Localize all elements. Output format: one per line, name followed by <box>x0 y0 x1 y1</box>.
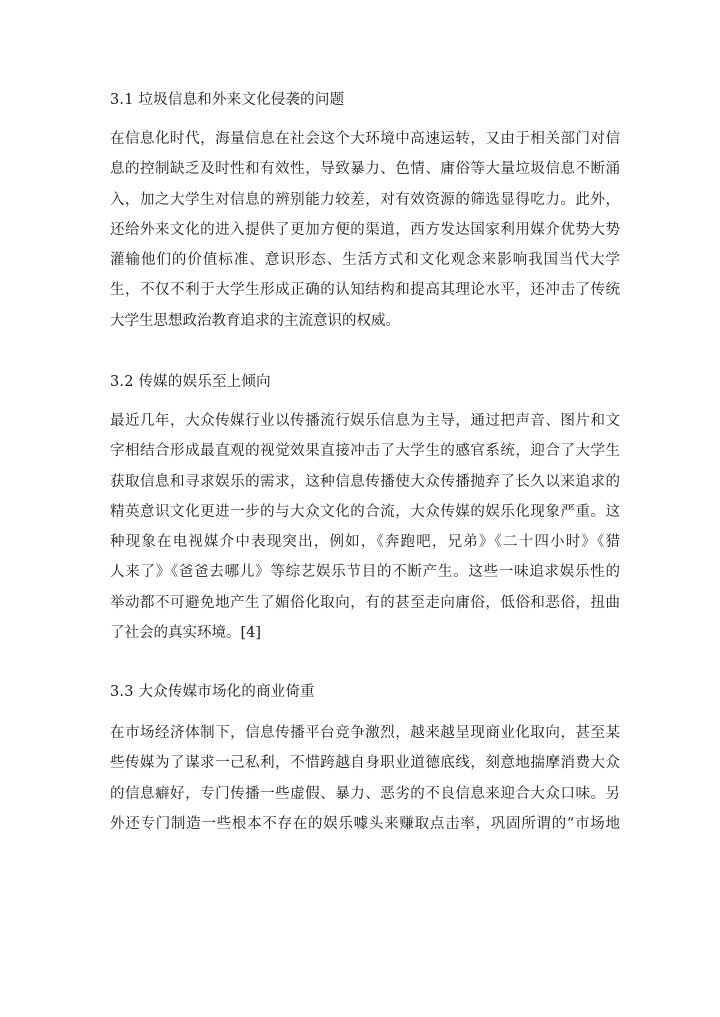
paragraph-line: 的信息癖好，专门传播一些虚假、暴力、恶劣的不良信息来迎合大众口味。另 <box>110 785 620 802</box>
section-heading-text: 3.2 传媒的娱乐至上倾向 <box>110 374 271 390</box>
section-heading-3-1 <box>110 90 620 110</box>
paragraph-line: 获取信息和寻求娱乐的需求，这种信息传播使大众传播抛弃了长久以来追求的 <box>110 473 620 490</box>
paragraph-line: 在市场经济体制下，信息传播平台竞争激烈，越来越呈现商业化取向，甚至某 <box>110 725 620 741</box>
paragraph-line: 外还专门制造一些根本不存在的娱乐噱头来赚取点击率，巩固所谓的“市场地 <box>110 815 620 832</box>
paragraph-line: 字相结合形成最直观的视觉效果直接冲击了大学生的感官系统，迎合了大学生 <box>110 443 620 460</box>
paragraph-line: 大学生思想政治教育追求的主流意识的权威。 <box>110 312 400 329</box>
section-heading-text: 3.1 垃圾信息和外来文化侵袭的问题 <box>110 92 345 108</box>
section-paragraph-3-2 <box>110 406 620 648</box>
section-heading-3-2 <box>110 372 620 392</box>
paragraph-line: 入，加之大学生对信息的辨别能力较差，对有效资源的筛选显得吃力。此外， <box>110 191 620 208</box>
paragraph-line: 种现象在电视媒介中表现突出，例如，《奔跑吧，兄弟》《二十四小时》《猎 <box>110 534 620 551</box>
paragraph-line: 还给外来文化的进入提供了更加方便的渠道，西方发达国家利用媒介优势大势 <box>110 221 620 238</box>
section-paragraph-3-3 <box>110 718 620 839</box>
paragraph-line: 了社会的真实环境。[4] <box>110 625 262 642</box>
paragraph-line: 人来了》《爸爸去哪儿》等综艺娱乐节目的不断产生。这些一味追求娱乐性的 <box>110 564 620 581</box>
paragraph-line: 最近几年，大众传媒行业以传播流行娱乐信息为主导，通过把声音、图片和文 <box>110 413 620 429</box>
paragraph-line: 举动都不可避免地产生了媚俗化取向，有的甚至走向庸俗，低俗和恶俗，扭曲 <box>110 594 620 611</box>
paragraph-line: 精英意识文化更进一步的与大众文化的合流，大众传媒的娱乐化现象严重。这 <box>110 503 620 520</box>
paragraph-line: 在信息化时代，海量信息在社会这个大环境中高速运转，又由于相关部门对信 <box>110 131 620 147</box>
section-heading-3-3 <box>110 682 620 702</box>
paragraph-line: 生，不仅不利于大学生形成正确的认知结构和提高其理论水平，还冲击了传统 <box>110 282 620 299</box>
paragraph-line: 些传媒为了谋求一己私利，不惜跨越自身职业道德底线，刻意地揣摩消费大众 <box>110 755 620 772</box>
section-heading-text: 3.3 大众传媒市场化的商业倚重 <box>110 684 315 700</box>
paragraph-line: 息的控制缺乏及时性和有效性，导致暴力、色情、庸俗等大量垃圾信息不断涌 <box>110 161 620 178</box>
section-paragraph-3-1 <box>110 124 620 336</box>
paragraph-line: 灌输他们的价值标准、意识形态、生活方式和文化观念来影响我国当代大学 <box>110 252 620 269</box>
